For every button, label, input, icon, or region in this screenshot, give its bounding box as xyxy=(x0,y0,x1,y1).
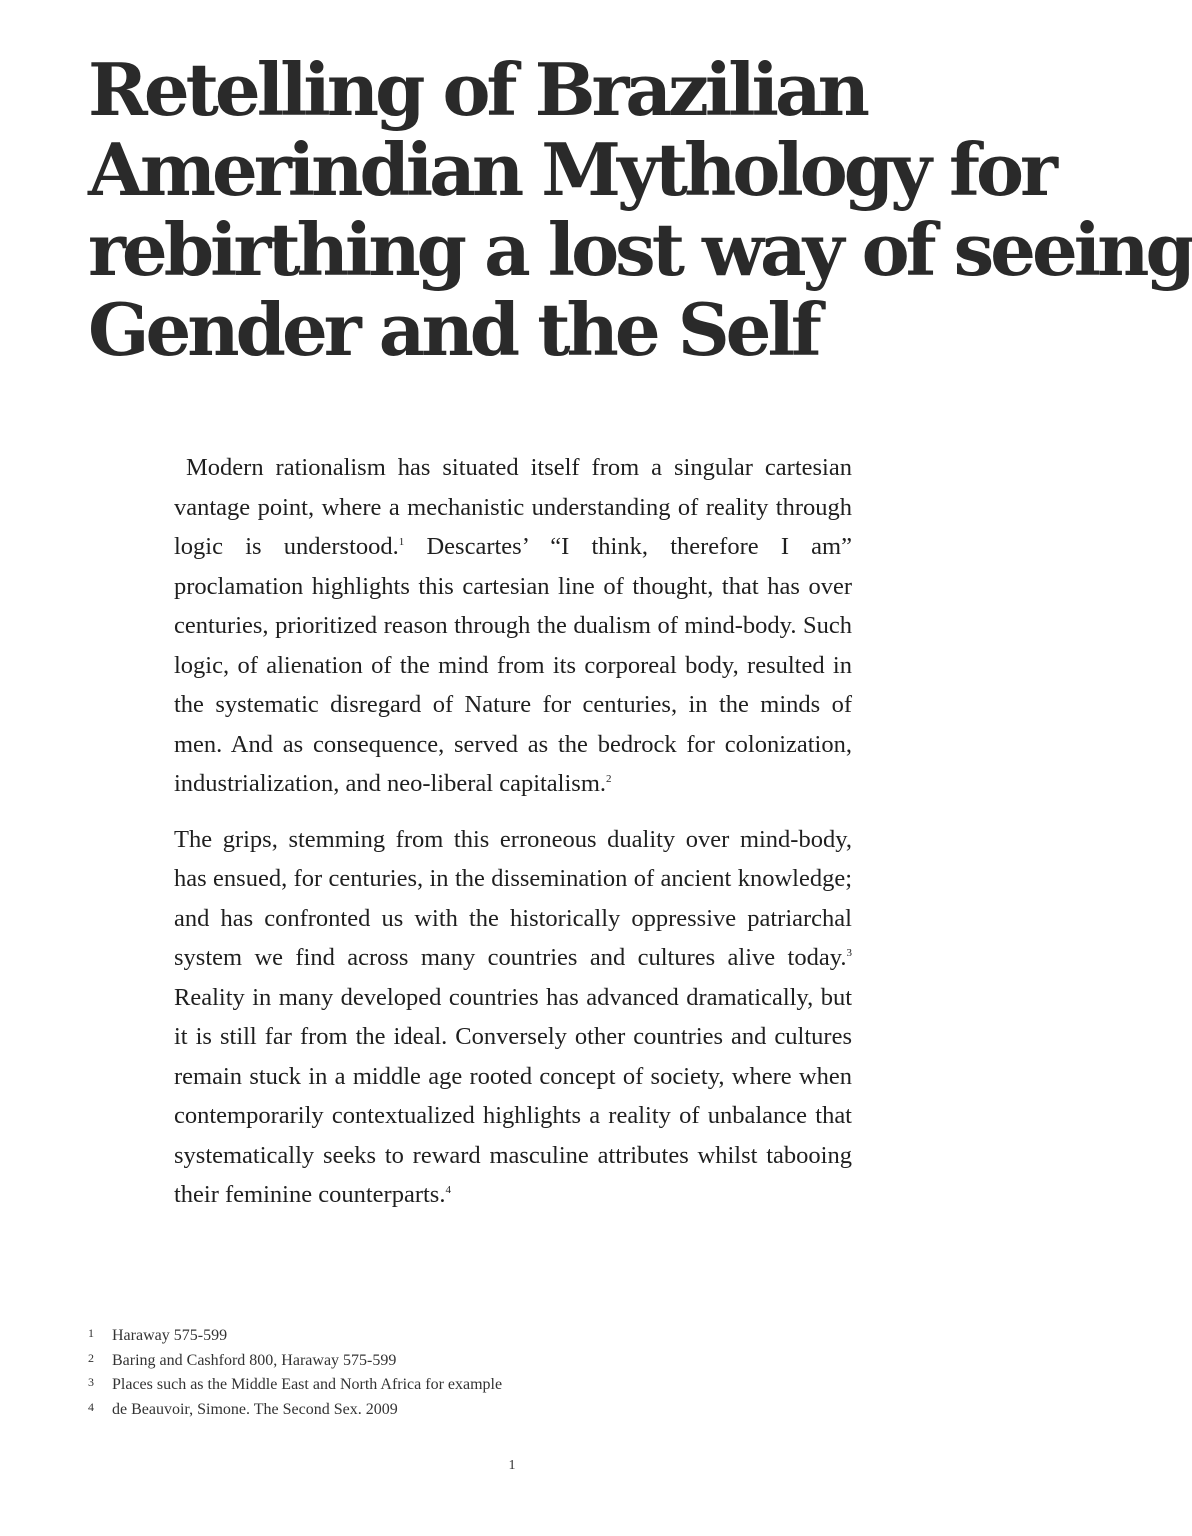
paragraph-1-part-b: Descartes’ “I think, therefore I am” proclamation highlights this cartesian line of thought, that has over centuries, prioritized reason through the dualism of mind-body. Such logic, of alienation of the mind from its corporeal body, resulted in the systematic disregard of Nature for centuries, in the minds of men. And as consequence, served as the bedrock for colonization, industrialization, and neo-liberal capitalism. xyxy=(174,533,852,797)
footnote-ref-3: 3 xyxy=(846,947,852,959)
footnote-number: 1 xyxy=(88,1326,94,1340)
footnote-text: Baring and Cashford 800, Haraway 575-599 xyxy=(112,1351,397,1369)
footnote-number: 2 xyxy=(88,1350,94,1365)
footnote-number: 4 xyxy=(88,1399,94,1414)
paragraph-1-part-a: Modern rationalism has situated itself from a singular cartesian vantage point, where a mechanistic understanding of reality through logic is understood. xyxy=(174,454,852,560)
footnote-2 xyxy=(88,1349,888,1374)
footnote-ref-1: 1 xyxy=(398,536,405,548)
title-line-3: rebirthing a lost way of seeing xyxy=(88,207,1192,292)
paragraph-1 xyxy=(174,448,852,804)
paragraph-2 xyxy=(174,820,852,1215)
footnote-1 xyxy=(88,1324,888,1349)
footnote-3 xyxy=(88,1373,888,1398)
footnote-ref-2: 2 xyxy=(606,773,612,785)
title-line-2: Amerindian Mythology for xyxy=(88,127,1054,212)
title-line-4: Gender and the Self xyxy=(88,287,818,372)
footnotes xyxy=(88,1324,888,1422)
footnote-text: Places such as the Middle East and North Africa for example xyxy=(112,1376,503,1393)
footnote-text: Haraway 575-599 xyxy=(112,1327,228,1344)
paragraph-2-part-b: Reality in many developed countries has advanced dramatically, but it is still far from the ideal. Conversely other countries and cultures remain stuck in a middle age rooted concept of society, where when contemporarily contextualized highlights a reality of unbalance that systematically seeks to reward masculine attributes whilst tabooing their feminine counterparts. xyxy=(174,983,852,1208)
paragraph-2-part-a: The grips, stemming from this erroneous duality over mind-body, has ensued, for centuries, in the dissemination of ancient knowledge; and has confronted us with the historically oppressive patriarchal system we find across many countries and cultures alive today. xyxy=(174,825,852,971)
footnote-ref-4: 4 xyxy=(445,1184,451,1196)
footnote-4 xyxy=(88,1398,888,1423)
page-title xyxy=(88,47,1192,372)
body-text xyxy=(174,448,852,1215)
title-line-1: Retelling of Brazilian xyxy=(88,47,866,132)
footnote-text: de Beauvoir, Simone. The Second Sex. 2009 xyxy=(112,1400,398,1418)
page-number: 1 xyxy=(508,1458,516,1473)
footnote-number: 3 xyxy=(88,1375,94,1389)
